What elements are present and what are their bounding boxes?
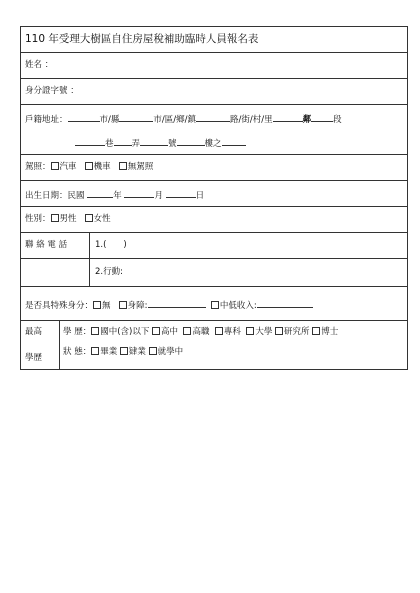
birth-row: [21, 181, 407, 207]
education-phd-checkbox[interactable]: [312, 327, 320, 335]
education-level-label: 學 歷：: [63, 327, 92, 337]
education-label-bottom: 學歷: [25, 353, 43, 363]
address-alley-label: 弄: [131, 139, 141, 149]
address-line-2: [75, 136, 246, 150]
form-title: 110 年受理大樹區自住房屋稅補助臨時人員報名表: [25, 33, 259, 45]
phone-divider: [89, 233, 90, 287]
license-car-label: 汽車: [59, 162, 77, 172]
license-scooter-label: 機車: [93, 162, 111, 172]
address-field-section[interactable]: [311, 112, 333, 122]
phone-mobile-row: [21, 259, 407, 287]
education-graduate-checkbox[interactable]: [275, 327, 283, 335]
address-floor-label: 樓之: [204, 139, 222, 149]
education-phd-label: 博士: [321, 327, 339, 337]
id-label: 身分證字號 ：: [25, 86, 79, 96]
status-enrolled-label: 就學中: [157, 347, 184, 357]
address-neighborhood-label: 鄰: [302, 115, 312, 125]
education-label-top: 最高: [25, 327, 43, 337]
special-disabled-label: 身障:: [127, 301, 148, 311]
address-row: [21, 105, 407, 155]
address-section-label: 段: [333, 115, 342, 125]
address-field-number[interactable]: [140, 136, 168, 146]
address-field-floor[interactable]: [177, 136, 205, 146]
birth-year-label: 年: [113, 191, 122, 201]
birth-line: [25, 188, 204, 202]
birth-year-field[interactable]: [87, 188, 113, 198]
birth-day-label: 日: [195, 191, 205, 201]
name-row: [21, 53, 407, 79]
gender-line: [25, 214, 111, 225]
status-graduated-label: 畢業: [100, 347, 118, 357]
license-scooter-checkbox[interactable]: [85, 162, 93, 170]
gender-male-label: 男性: [59, 214, 77, 224]
special-disabled-field[interactable]: [148, 298, 206, 308]
address-number-label: 號: [168, 139, 177, 149]
id-row: [21, 79, 407, 105]
address-field-floor-sub[interactable]: [222, 136, 246, 146]
education-university-checkbox[interactable]: [246, 327, 254, 335]
phone-home-field[interactable]: 1.( ): [95, 240, 127, 250]
license-line: [25, 162, 153, 173]
education-high-label: 高中: [161, 327, 179, 337]
education-vocational-checkbox[interactable]: [183, 327, 191, 335]
special-disabled-checkbox[interactable]: [119, 301, 127, 309]
special-low-income-label: 中低收入:: [219, 301, 257, 311]
license-label: 駕照：: [25, 162, 51, 172]
gender-label: 性別：: [25, 214, 51, 224]
education-vocational-label: 高職: [192, 327, 210, 337]
education-junior-checkbox[interactable]: [91, 327, 99, 335]
gender-row: [21, 207, 407, 233]
education-college-label: 專科: [223, 327, 241, 337]
address-label: 戶籍地址：: [25, 115, 68, 125]
gender-female-label: 女性: [93, 214, 111, 224]
status-incomplete-label: 肄業: [128, 347, 146, 357]
special-label: 是否具特殊身分：: [25, 301, 94, 311]
address-lane-label: 巷: [105, 139, 114, 149]
education-level-line: [63, 327, 338, 338]
phone-label: 聯 絡 電 話: [25, 240, 68, 250]
address-field-city[interactable]: [68, 112, 100, 122]
license-car-checkbox[interactable]: [51, 162, 59, 170]
address-city-label: 市/縣: [99, 115, 120, 125]
birth-month-label: 月: [154, 191, 163, 201]
name-label: 姓名 ：: [25, 60, 54, 70]
address-district-label: 市/區/鄉/鎮: [153, 115, 196, 125]
special-low-income-field[interactable]: [257, 298, 313, 308]
status-enrolled-checkbox[interactable]: [149, 347, 157, 355]
license-row: [21, 155, 407, 181]
address-field-neighborhood[interactable]: [273, 112, 303, 122]
status-graduated-checkbox[interactable]: [91, 347, 99, 355]
license-none-label: 無駕照: [127, 162, 154, 172]
birth-month-field[interactable]: [124, 188, 154, 198]
education-divider: [59, 321, 60, 369]
education-college-checkbox[interactable]: [215, 327, 223, 335]
education-status-line: [63, 347, 183, 358]
title-row: [21, 27, 407, 53]
birth-day-field[interactable]: [166, 188, 196, 198]
address-field-district[interactable]: [119, 112, 153, 122]
education-graduate-label: 研究所: [284, 327, 310, 337]
phone-mobile-field[interactable]: 2.行動:: [95, 267, 123, 277]
education-junior-label: 國中(含)以下: [100, 327, 150, 337]
education-university-label: 大學: [255, 327, 273, 337]
special-row: [21, 287, 407, 321]
phone-home-row: [21, 233, 407, 259]
special-low-income-checkbox[interactable]: [211, 301, 219, 309]
address-field-street[interactable]: [196, 112, 230, 122]
address-line-1: [25, 112, 342, 126]
education-status-label: 狀 態：: [63, 347, 92, 357]
address-street-label: 路/街/村/里: [229, 115, 273, 125]
birth-label: 出生日期：民國: [25, 191, 85, 201]
special-line: [25, 298, 313, 312]
address-field-alley[interactable]: [114, 136, 132, 146]
license-none-checkbox[interactable]: [119, 162, 127, 170]
special-none-checkbox[interactable]: [93, 301, 101, 309]
status-incomplete-checkbox[interactable]: [120, 347, 128, 355]
address-field-lane[interactable]: [75, 136, 105, 146]
application-form: [20, 26, 408, 370]
education-high-checkbox[interactable]: [152, 327, 160, 335]
gender-female-checkbox[interactable]: [85, 214, 93, 222]
gender-male-checkbox[interactable]: [51, 214, 59, 222]
special-none-label: 無: [102, 301, 111, 311]
